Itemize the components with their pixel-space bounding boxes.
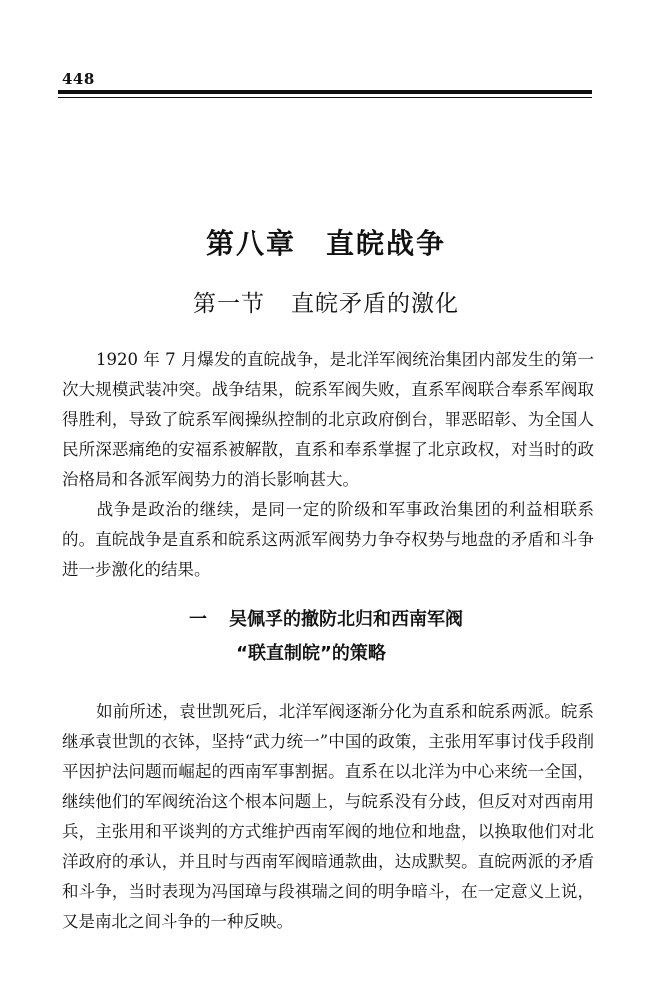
section-number: 第一节 [193, 291, 265, 317]
intro-paragraph-2 [62, 495, 594, 585]
page-number: 448 [62, 70, 95, 88]
section-title [0, 285, 652, 318]
section-name: 直皖矛盾的激化 [291, 291, 459, 317]
subsection-heading-line-1 [0, 603, 652, 637]
header-rule-thick [58, 90, 592, 94]
chapter-number: 第八章 [205, 227, 296, 260]
intro-paragraph-1 [62, 345, 594, 495]
chapter-title [0, 222, 652, 262]
subsection-title-line-1: 吴佩孚的撤防北归和西南军阀 [229, 609, 463, 630]
intro-paragraph-1-text: 1920 年 7 月爆发的直皖战争，是北洋军阀统治集团内部发生的第一次大规模武装冲突。战争结果，皖系军阀失败，直系军阀联合奉系军阀取得胜利，导致了皖系军阀操纵控制的北京政府倒台，罪恶昭彰、为全国人民所深恶痛绝的安福系被解散，直系和奉系掌握了北京政权，对当时的政治格局和各派军阀势力的消长影响甚大。 [62, 350, 594, 489]
subsection-heading [0, 603, 652, 671]
chapter-name: 直皖战争 [326, 227, 447, 260]
header-rule-thin [58, 97, 592, 98]
subsection-heading-line-2 [0, 637, 652, 671]
intro-paragraph-2-text: 战争是政治的继续，是同一定的阶级和军事政治集团的利益相联系的。直皖战争是直系和皖系这两派军阀势力争夺权势与地盘的矛盾和斗争进一步激化的结果。 [62, 500, 594, 579]
subsection-paragraph-1 [62, 697, 594, 937]
subsection-number: 一 [189, 609, 207, 630]
subsection-paragraph-1-text: 如前所述，袁世凯死后，北洋军阀逐渐分化为直系和皖系两派。皖系继承袁世凯的衣钵，坚持“武力统一”中国的政策，主张用军事讨伐手段削平因护法问题而崛起的西南军事割据。直系在以北洋为中心来统一全国，继续他们的军阀统治这个根本问题上，与皖系没有分歧，但反对对西南用兵，主张用和平谈判的方式维护西南军阀的地位和地盘，以换取他们对北洋政府的承认，并且时与西南军阀暗通款曲，达成默契。直皖两派的矛盾和斗争，当时表现为冯国璋与段祺瑞之间的明争暗斗，在一定意义上说，又是南北之间斗争的一种反映。 [62, 702, 594, 931]
subsection-title-line-2: “联直制皖”的策略 [236, 643, 386, 664]
